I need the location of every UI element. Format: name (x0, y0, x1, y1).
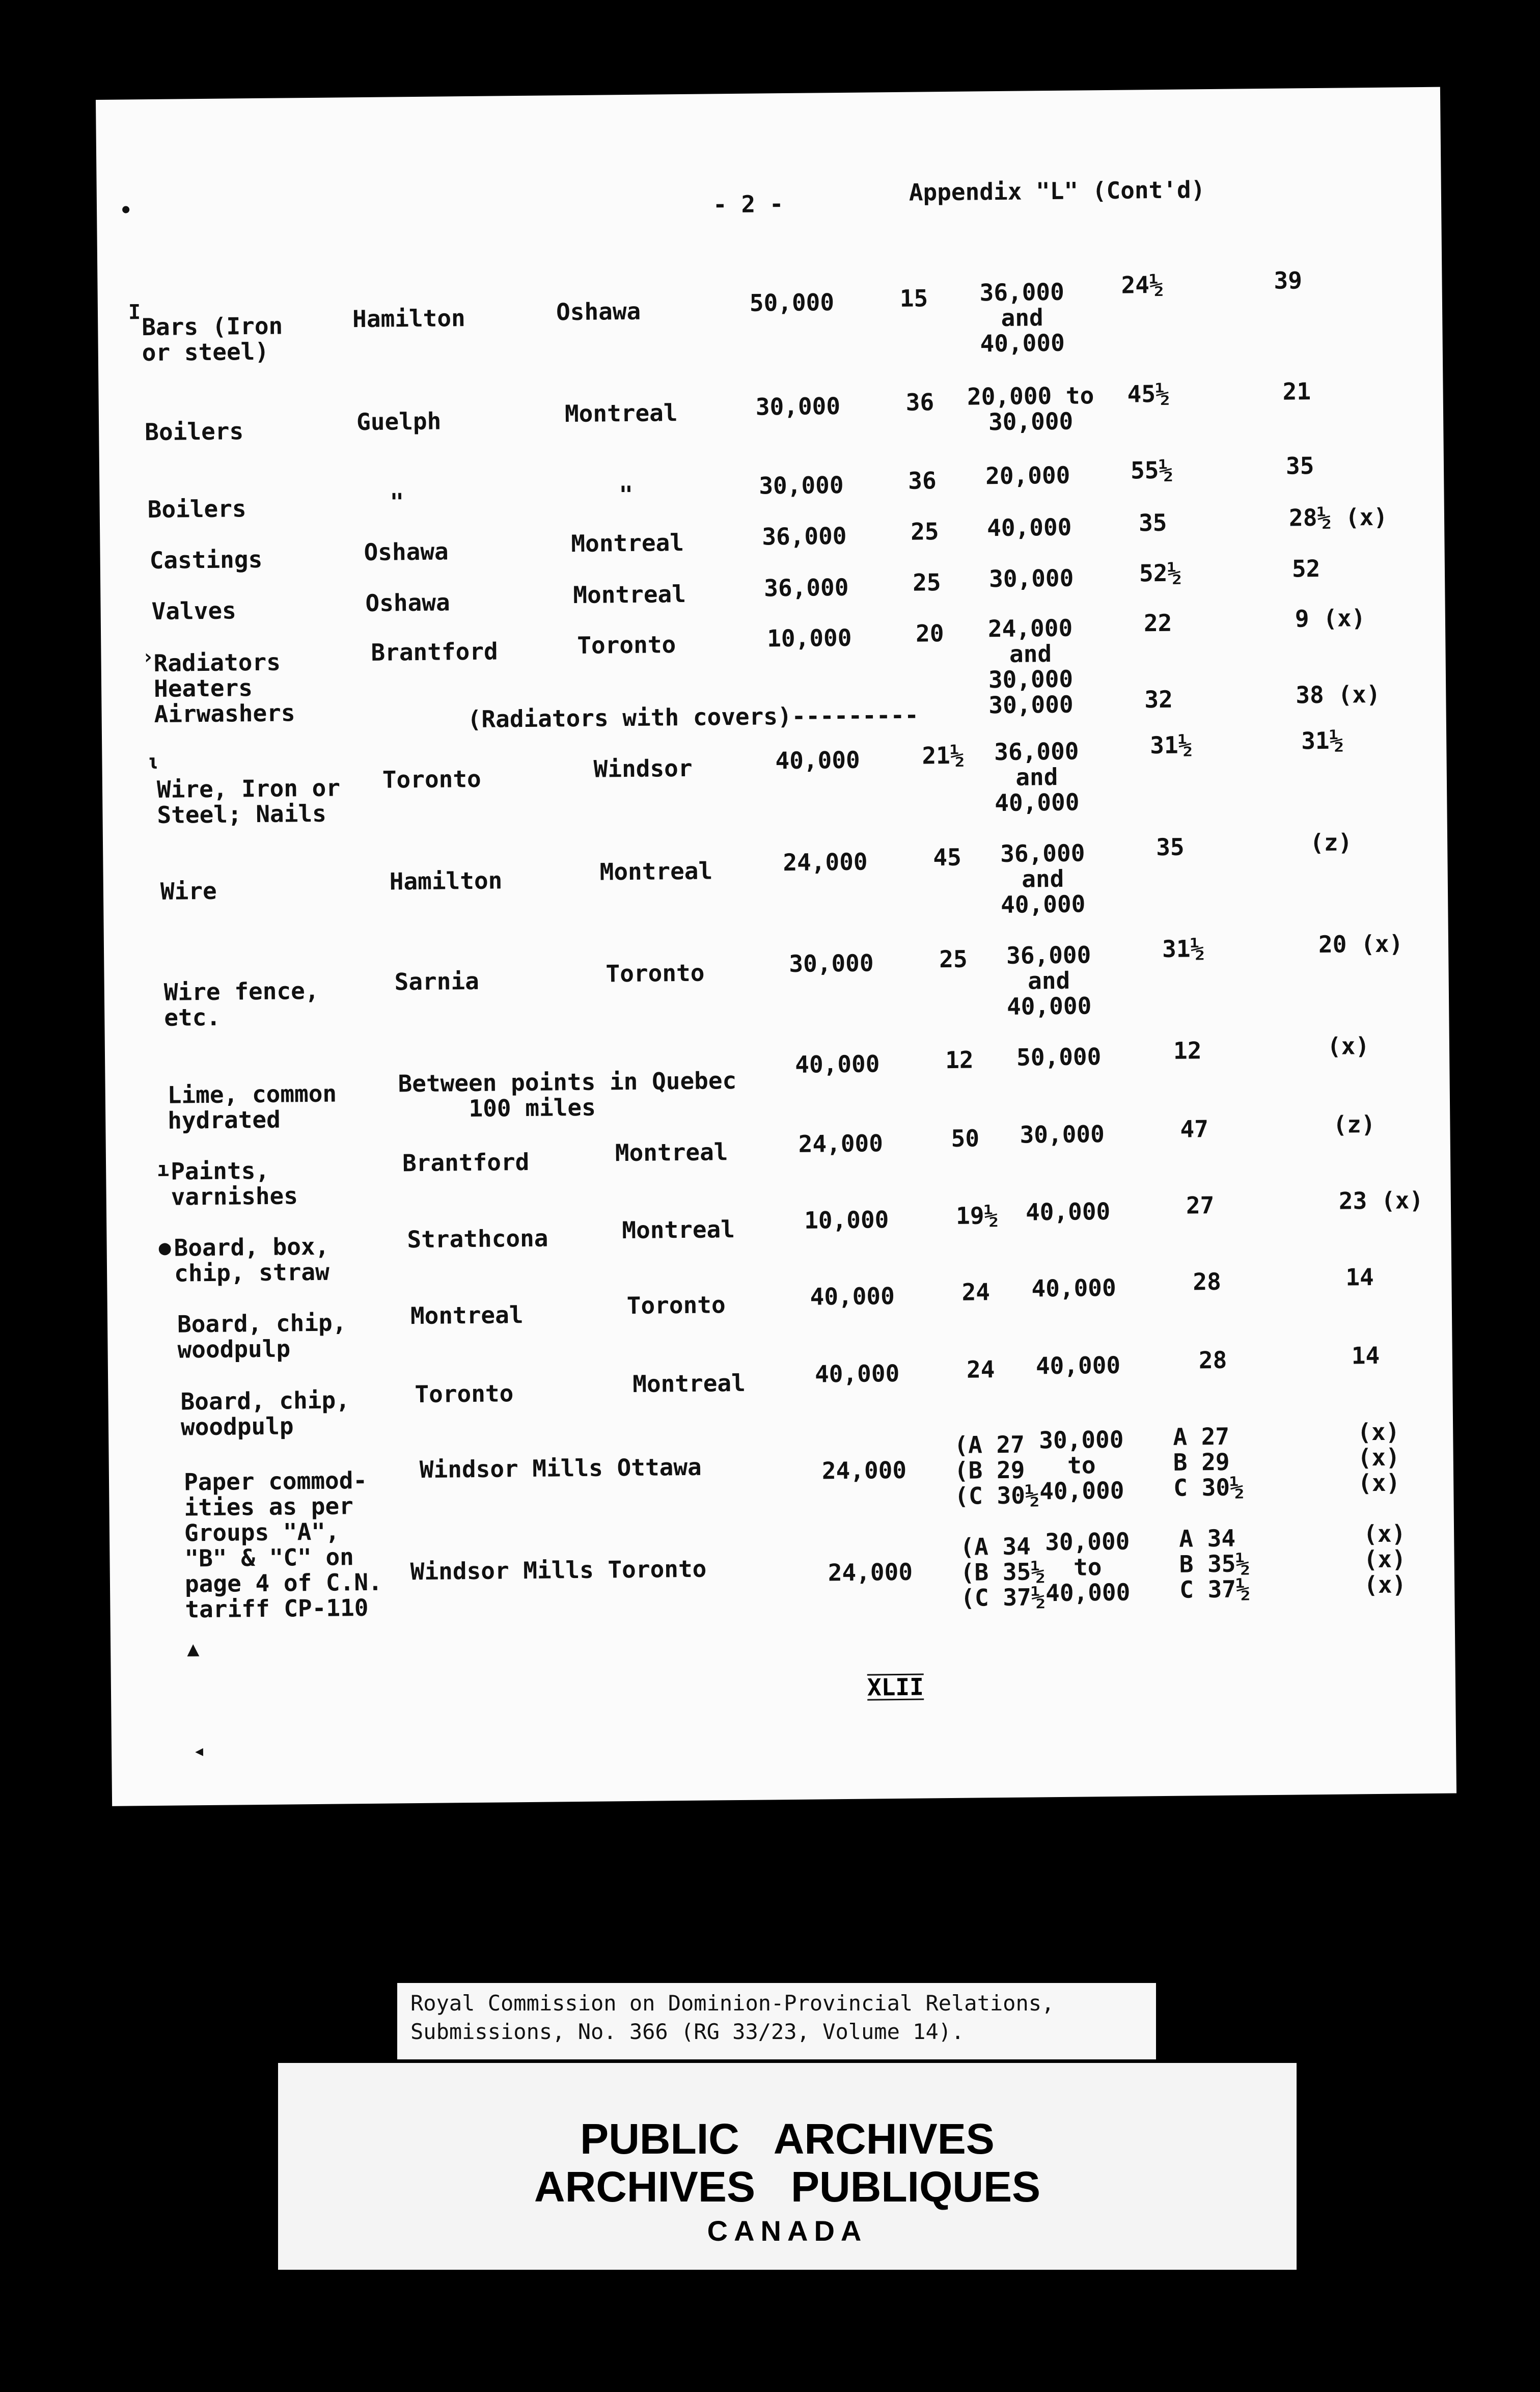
origin-cell: Windsor Mills Toronto (410, 1555, 707, 1586)
destination-cell: Montreal (573, 580, 686, 609)
commodity-cell: Castings (149, 545, 263, 575)
destination-cell: Windsor (593, 754, 693, 783)
min-weight-cell: 24,000 (798, 1129, 884, 1158)
weight-cell: 24,000 and 30,000 30,000 (987, 614, 1074, 719)
weight-cell: 50,000 (1016, 1043, 1102, 1071)
rate-a-cell: 25 (910, 518, 939, 546)
rate-a-cell: 21½ (922, 741, 965, 770)
reference-slip (397, 1983, 1156, 2059)
rate-a-cell: 12 (945, 1046, 974, 1074)
weight-cell: 40,000 (1025, 1197, 1111, 1226)
archives-stamp (278, 2063, 1297, 2270)
origin-cell: Between points in Quebec 100 miles (398, 1067, 737, 1123)
origin-cell: Windsor Mills Ottawa (419, 1453, 702, 1484)
rate-c-cell: 31½ (1301, 726, 1344, 755)
origin-cell: Toronto (415, 1379, 514, 1408)
commodity-cell: Wire fence, etc. (163, 976, 319, 1031)
stamp-line-2: ARCHIVES PUBLIQUES (534, 2163, 1041, 2211)
origin-cell: Oshawa (364, 537, 449, 566)
rate-a-cell: 25 (912, 568, 941, 596)
rate-a-cell: 20 (915, 619, 944, 647)
page-label: XLII (867, 1673, 924, 1701)
commodity-cell: Bars (Iron or steel) (142, 312, 283, 367)
rate-c-cell: (z) (1333, 1110, 1376, 1138)
rate-c-cell: 14 (1345, 1263, 1374, 1291)
destination-cell: Toronto (606, 959, 705, 988)
min-weight-cell: 10,000 (766, 623, 852, 653)
rate-a-cell: 24 (961, 1278, 991, 1306)
rate-b-cell: 31½ (1162, 935, 1205, 963)
destination-cell: Montreal (632, 1369, 746, 1398)
rate-b-cell: 27 (1186, 1191, 1215, 1219)
weight-cell: 40,000 (1031, 1273, 1116, 1302)
rate-c-cell: 20 (x) (1318, 930, 1404, 959)
min-weight-cell: 24,000 (821, 1456, 907, 1485)
stamp-line-1: PUBLIC ARCHIVES (580, 2115, 995, 2163)
margin-mark: ı (156, 1157, 170, 1181)
origin-cell: Montreal (410, 1301, 524, 1330)
rate-b-cell: 52½ (1139, 559, 1182, 587)
destination-cell: Montreal (564, 399, 678, 428)
origin-cell: " (390, 488, 404, 516)
rate-c-cell: (x) (1327, 1032, 1370, 1060)
rate-a-cell: 45 (933, 843, 961, 872)
stamp-line-3: CANADA (707, 2215, 868, 2247)
commodity-cell: Board, chip, woodpulp (177, 1309, 347, 1364)
commodity-cell: Paper commod- ities as per Groups "A", "B" & "C" on page 4 of C.N. tariff CP-110 (183, 1466, 382, 1623)
min-weight-cell: 36,000 (762, 522, 847, 551)
min-weight-cell: 40,000 (794, 1050, 880, 1078)
margin-mark: I (128, 301, 141, 324)
margin-mark: ι (147, 750, 159, 774)
reference-line-1: Royal Commission on Dominion-Provincial Relations, (410, 1991, 1055, 2016)
weight-cell: 40,000 (986, 513, 1072, 542)
rate-c-cell: 9 (x) 38 (x) (1295, 604, 1381, 709)
rate-b-cell: 35 (1138, 508, 1167, 537)
commodity-cell: Radiators Heaters Airwashers (153, 648, 295, 728)
weight-cell: 30,000 to 40,000 (1044, 1527, 1131, 1607)
destination-cell: Montreal (615, 1138, 728, 1167)
origin-cell: Toronto (382, 765, 481, 794)
origin-cell: Hamilton (352, 304, 465, 333)
destination-cell: Oshawa (556, 297, 641, 326)
origin-cell: Guelph (356, 407, 442, 436)
weight-cell: 40,000 (1035, 1351, 1121, 1380)
destination-cell: Toronto (626, 1291, 726, 1320)
weight-cell: 36,000 and 40,000 (994, 737, 1080, 817)
min-weight-cell: 50,000 (749, 288, 835, 317)
rate-b-cell: 22 32 (1143, 609, 1173, 714)
page-number: - 2 - (712, 190, 784, 219)
origin-cell: Brantford (402, 1148, 530, 1177)
weight-cell: 30,000 (988, 564, 1074, 593)
commodity-cell: Board, chip, woodpulp (180, 1386, 350, 1441)
weight-cell: 30,000 (1020, 1120, 1105, 1149)
rate-a-cell: 15 (899, 284, 928, 312)
rate-b-cell: 12 (1173, 1037, 1202, 1065)
rate-b-cell: 24½ (1121, 270, 1164, 299)
weight-cell: 30,000 to 40,000 (1038, 1425, 1124, 1505)
rate-c-cell: 52 (1291, 554, 1321, 583)
min-weight-cell: 40,000 (810, 1282, 895, 1311)
rate-b-cell: 45½ (1127, 379, 1170, 408)
margin-mark: › (142, 645, 154, 669)
origin-cell: Oshawa (365, 588, 450, 617)
rate-a-cell: 25 (939, 945, 968, 973)
rate-b-cell: 28 (1193, 1267, 1222, 1296)
destination-cell: Montreal (571, 528, 684, 558)
commodity-cell: Wire (160, 877, 217, 905)
rate-c-cell: 35 (1285, 452, 1314, 480)
margin-mark: ◂ (193, 1739, 206, 1763)
rate-c-cell: 14 (1351, 1341, 1380, 1370)
radiators-note: (Radiators with covers)--------- (467, 701, 919, 733)
rate-b-cell: A 34 B 35½ C 37½ (1178, 1524, 1250, 1603)
min-weight-cell: 36,000 (764, 573, 849, 602)
margin-mark: ▲ (186, 1637, 200, 1661)
rate-a-cell: (A 27 (B 29 (C 30½ (954, 1430, 1039, 1510)
commodity-cell: Lime, common hydrated (167, 1079, 337, 1134)
min-weight-cell: 40,000 (814, 1359, 900, 1388)
appendix-title: Appendix "L" (Cont'd) (909, 176, 1205, 206)
destination-cell: " (619, 480, 634, 509)
min-weight-cell: 30,000 (789, 949, 874, 978)
rate-a-cell: 24 (966, 1355, 995, 1383)
rate-c-cell: 23 (x) (1338, 1186, 1424, 1215)
document-page (96, 87, 1456, 1806)
commodity-cell: Paints, varnishes (170, 1156, 298, 1211)
commodity-cell: Boilers (147, 495, 246, 524)
weight-cell: 20,000 (985, 461, 1070, 490)
rate-a-cell: 36 (908, 467, 937, 495)
rate-c-cell: (z) (1309, 828, 1353, 857)
destination-cell: Montreal (622, 1215, 735, 1244)
rate-c-cell: (x) (x) (x) (1363, 1519, 1407, 1599)
min-weight-cell: 24,000 (828, 1558, 913, 1587)
rate-c-cell: (x) (x) (x) (1357, 1418, 1400, 1497)
destination-cell: Toronto (577, 631, 676, 659)
rate-b-cell: 35 (1156, 833, 1185, 861)
commodity-cell: Valves (151, 596, 237, 625)
reference-line-2: Submissions, No. 366 (RG 33/23, Volume 14). (410, 2019, 965, 2044)
margin-mark: ● (158, 1236, 171, 1260)
margin-mark: • (119, 199, 132, 223)
weight-cell: 20,000 to 30,000 (967, 382, 1094, 436)
rate-c-cell: 28½ (x) (1288, 503, 1388, 532)
commodity-cell: Board, box, chip, straw (174, 1232, 330, 1287)
commodity-cell: Wire, Iron or Steel; Nails (156, 774, 341, 829)
rate-c-cell: 21 (1282, 377, 1311, 405)
min-weight-cell: 30,000 (759, 471, 844, 500)
min-weight-cell: 24,000 (783, 848, 868, 877)
rate-a-cell: (A 34 (B 35½ (C 37½ (960, 1532, 1046, 1612)
destination-cell: Montreal (599, 857, 713, 886)
rate-a-cell: 19½ (955, 1202, 999, 1230)
origin-cell: Brantford (371, 637, 498, 666)
rate-b-cell: 55½ (1130, 456, 1173, 484)
commodity-cell: Boilers (145, 417, 244, 446)
weight-cell: 36,000 and 40,000 (979, 278, 1065, 358)
min-weight-cell: 10,000 (804, 1206, 889, 1234)
rate-b-cell: 28 (1198, 1346, 1227, 1374)
rate-a-cell: 50 (951, 1124, 980, 1152)
rate-b-cell: 47 (1180, 1115, 1209, 1143)
origin-cell: Sarnia (394, 967, 480, 996)
rate-b-cell: 31½ (1150, 731, 1193, 759)
weight-cell: 36,000 and 40,000 (1006, 941, 1092, 1020)
origin-cell: Strathcona (407, 1224, 548, 1254)
origin-cell: Hamilton (389, 866, 503, 895)
min-weight-cell: 30,000 (755, 392, 841, 421)
weight-cell: 36,000 and 40,000 (1000, 839, 1086, 919)
rate-b-cell: A 27 B 29 C 30½ (1173, 1422, 1244, 1502)
rate-c-cell: 39 (1274, 266, 1303, 294)
rate-a-cell: 36 (905, 388, 934, 416)
min-weight-cell: 40,000 (775, 746, 860, 775)
